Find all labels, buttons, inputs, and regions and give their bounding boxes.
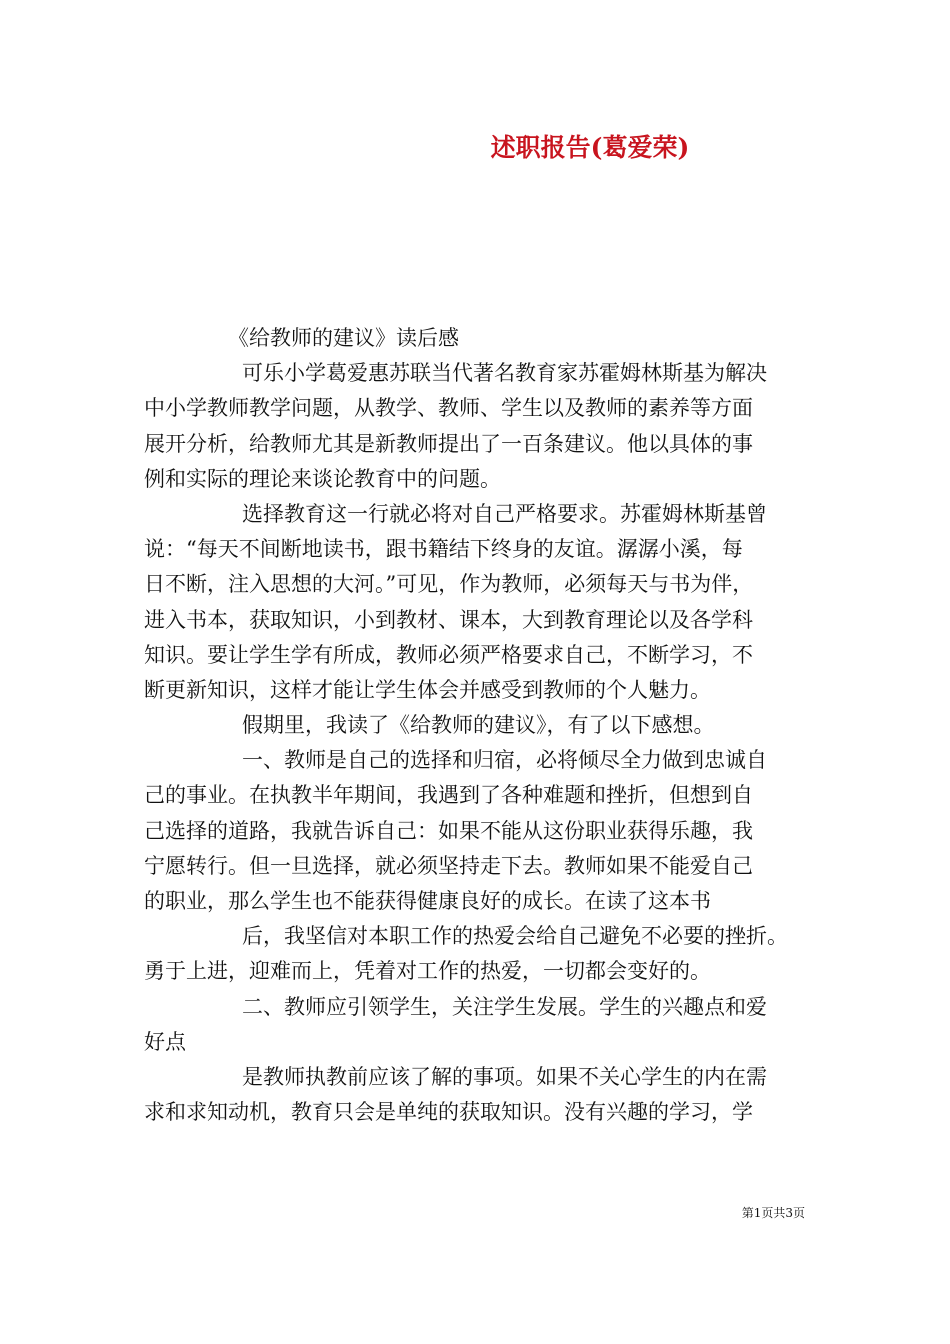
paragraph-line: 己的事业。在执教半年期间，我遇到了各种难题和挫折，但想到自 — [144, 783, 753, 808]
paragraph-line: 求和求知动机，教育只会是单纯的获取知识。没有兴趣的学习，学 — [144, 1100, 753, 1125]
essay-heading: 《给教师的建议》读后感 — [228, 326, 459, 350]
paragraph-line: 的职业，那么学生也不能获得健康良好的成长。在读了这本书 — [144, 889, 711, 913]
paragraph-line: 说：“每天不间断地读书，跟书籍结下终身的友谊。潺潺小溪，每 — [144, 537, 743, 562]
page-number: 第1页共3页 — [741, 1206, 805, 1220]
paragraph-line: 勇于上进，迎难而上，凭着对工作的热爱，一切都会变好的。 — [144, 959, 711, 984]
paragraph-line: 例和实际的理论来谈论教育中的问题。 — [144, 466, 501, 491]
paragraph-line: 假期里，我读了《给教师的建议》，有了以下感想。 — [242, 713, 715, 738]
paragraph-line: 进入书本，获取知识，小到教材、课本，大到教育理论以及各学科 — [144, 607, 753, 632]
document-body — [144, 321, 806, 1130]
paragraph-line: 一、教师是自己的选择和归宿，必将倾尽全力做到忠诚自 — [242, 748, 767, 773]
paragraph-line: 宁愿转行。但一旦选择，就必须坚持走下去。教师如果不能爱自己 — [144, 853, 753, 878]
paragraph-line: 好点 — [144, 1029, 186, 1054]
paragraph-line: 己选择的道路，我就告诉自己：如果不能从这份职业获得乐趣，我 — [144, 818, 753, 843]
paragraph-line: 日不断，注入思想的大河。”可见，作为教师，必须每天与书为伴， — [144, 572, 754, 597]
document-title: 述职报告(葛爱荣) — [490, 133, 690, 162]
paragraph-line: 断更新知识，这样才能让学生体会并感受到教师的个人魅力。 — [144, 677, 711, 702]
paragraph-line: 选择教育这一行就必将对自己严格要求。苏霍姆林斯基曾 — [242, 501, 767, 526]
paragraph-line: 展开分析，给教师尤其是新教师提出了一百条建议。他以具体的事 — [144, 431, 753, 456]
paragraph-line: 二、教师应引领学生，关注学生发展。学生的兴趣点和爱 — [242, 994, 767, 1019]
paragraph-line: 可乐小学葛爱惠苏联当代著名教育家苏霍姆林斯基为解决 — [242, 361, 767, 386]
paragraph-line: 知识。要让学生学有所成，教师必须严格要求自己，不断学习，不 — [144, 642, 753, 667]
paragraph-line: 中小学教师教学问题，从教学、教师、学生以及教师的素养等方面 — [144, 396, 753, 421]
paragraph-line: 后，我坚信对本职工作的热爱会给自己避免不必要的挫折。 — [242, 924, 788, 949]
paragraph-line: 是教师执教前应该了解的事项。如果不关心学生的内在需 — [242, 1064, 767, 1089]
